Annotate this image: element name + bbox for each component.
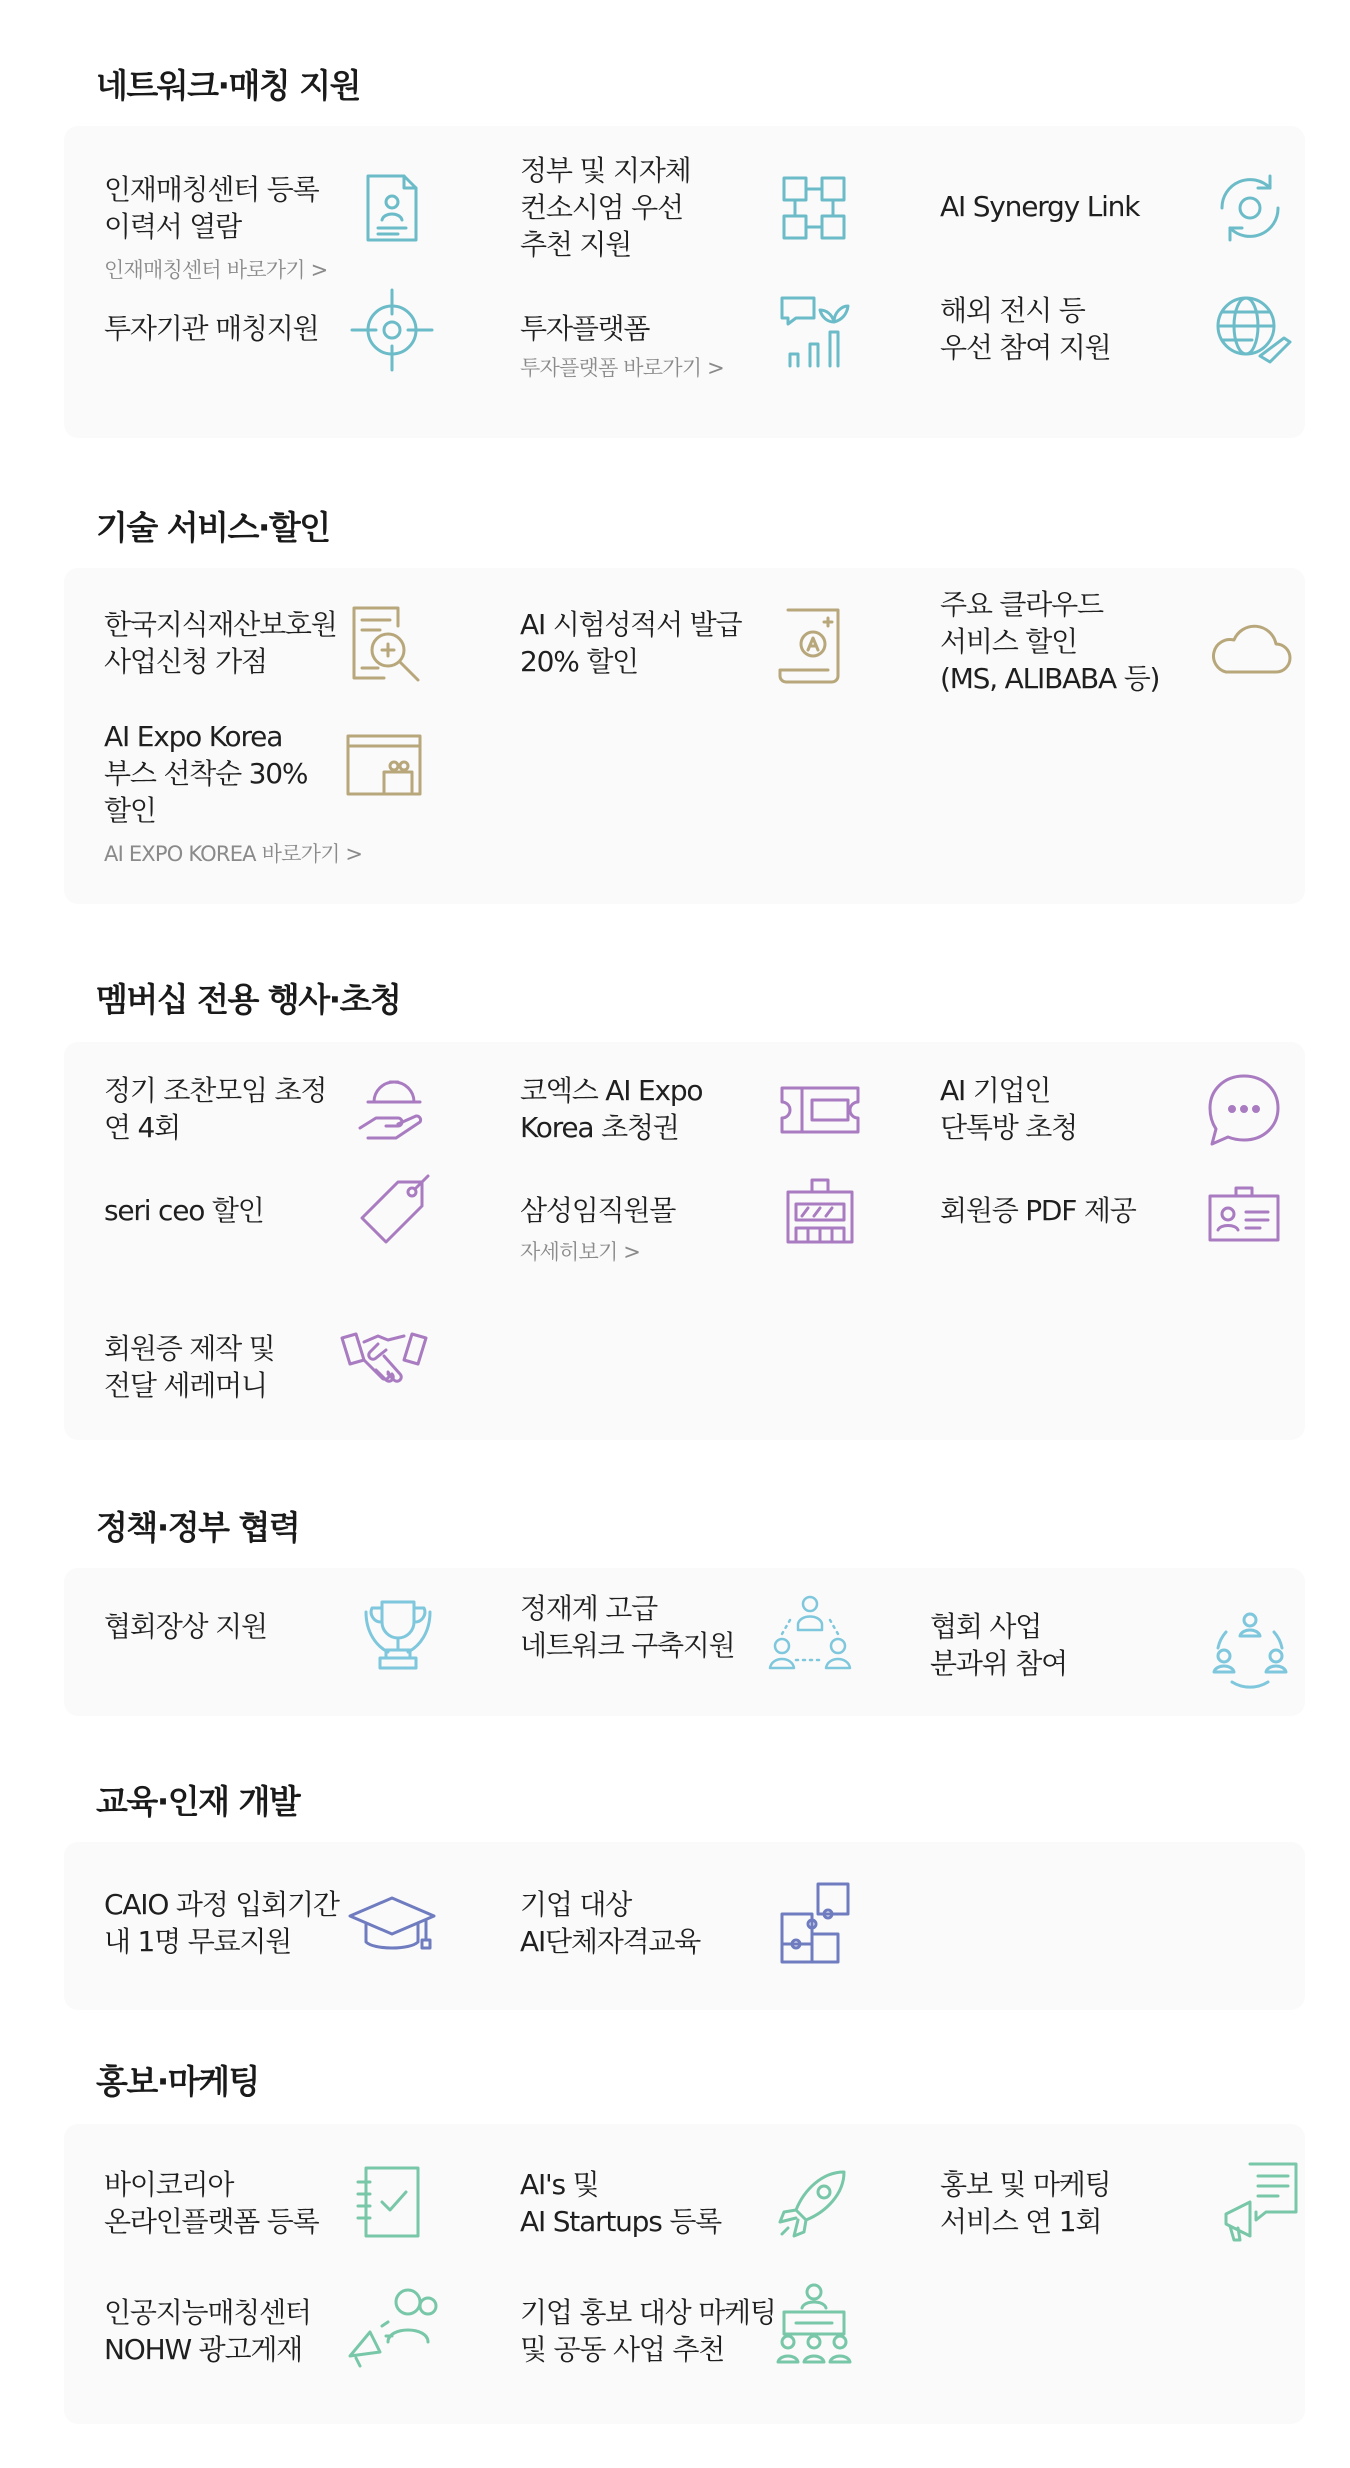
benefit-label: 기업 홍보 대상 마케팅 및 공동 사업 추천 <box>520 2296 776 2366</box>
benefit-item-presidents-award <box>64 1568 464 1716</box>
benefit-label: 회원증 PDF 제공 <box>940 1194 1136 1227</box>
benefit-item-breakfast-meeting <box>64 1042 464 1172</box>
people-network-icon <box>762 1588 858 1684</box>
megaphone-people-icon <box>346 2276 442 2372</box>
puzzle-pieces-icon <box>766 1876 862 1972</box>
benefit-item-elite-network <box>480 1568 880 1716</box>
benefit-label: AI's 및 AI Startups 등록 <box>520 2168 722 2238</box>
serving-hand-icon <box>346 1062 442 1158</box>
benefit-label: 기업 대상 AI단체자격교육 <box>520 1888 701 1958</box>
benefit-item-overseas-expo <box>900 282 1300 438</box>
section-box <box>64 126 1305 438</box>
benefit-label: AI Expo Korea 부스 선착순 30% 할인 <box>104 720 308 827</box>
benefit-label: 정기 조찬모임 초정 연 4회 <box>104 1074 327 1144</box>
price-tag-icon <box>346 1162 442 1258</box>
benefit-item-invest-platform <box>480 282 880 438</box>
benefit-label: 코엑스 AI Expo Korea 초청권 <box>520 1074 703 1144</box>
benefit-item-investor-matching <box>64 282 464 438</box>
talent-center-link[interactable]: 인재매칭센터 바로가기 > <box>104 258 328 282</box>
section-title: 멤버십 전용 행사·초청 <box>96 980 401 1019</box>
benefit-item-ai-startups <box>480 2124 880 2264</box>
growth-chart-icon <box>766 282 862 378</box>
benefit-item-joint-business <box>480 2264 880 2424</box>
benefit-label: 정부 및 지자체 컨소시엄 우선 추천 지원 <box>520 154 691 261</box>
benefit-label: 협회장상 지원 <box>104 1610 267 1643</box>
benefit-item-ai-group-cert <box>480 1842 880 2010</box>
chat-bubble-icon <box>1196 1062 1292 1158</box>
benefit-item-cloud-discount <box>900 568 1300 698</box>
benefit-item-consortium <box>480 126 880 282</box>
section-title: 정책·정부 협력 <box>96 1508 300 1547</box>
benefit-item-coex-invite <box>480 1042 880 1172</box>
benefit-label: 협회 사업 분과위 참여 <box>930 1610 1067 1680</box>
benefit-label: 인공지능매칭센터 NOHW 광고게재 <box>104 2296 311 2366</box>
benefit-item-samsung-mall <box>480 1172 880 1300</box>
cycle-arrows-icon <box>1202 160 1298 256</box>
group-circle-icon <box>1202 1598 1298 1694</box>
cloud-icon <box>1202 602 1298 698</box>
section-title: 기술 서비스·할인 <box>96 508 330 547</box>
benefit-label: 바이코리아 온라인플랫폼 등록 <box>104 2168 319 2238</box>
benefit-label: 홍보 및 마케팅 서비스 연 1회 <box>940 2168 1111 2238</box>
benefit-item-seri-ceo <box>64 1172 464 1300</box>
trophy-icon <box>350 1588 446 1684</box>
storefront-icon <box>772 1162 868 1258</box>
id-card-icon <box>1196 1166 1292 1262</box>
section-box <box>64 1842 1305 2010</box>
section-box <box>64 568 1305 904</box>
ai-expo-korea-link[interactable]: AI EXPO KOREA 바로가기 > <box>104 842 363 866</box>
section-title: 네트워크·매칭 지원 <box>96 66 361 105</box>
benefit-item-nohw-ad <box>64 2264 464 2424</box>
samsung-mall-details-link[interactable]: 자세히보기 > <box>520 1240 641 1264</box>
benefit-label: seri ceo 할인 <box>104 1194 264 1227</box>
benefit-item-marketing-service <box>900 2124 1300 2264</box>
benefit-item-synergy-link <box>900 126 1300 282</box>
section-box <box>64 2124 1305 2424</box>
graduation-cap-icon <box>344 1876 440 1972</box>
benefit-item-ai-test-report <box>480 568 880 698</box>
invest-platform-link[interactable]: 투자플랫폼 바로가기 > <box>520 356 724 380</box>
benefit-label: AI Synergy Link <box>940 190 1140 223</box>
resume-document-icon <box>344 160 440 256</box>
patent-search-icon <box>336 596 432 692</box>
benefit-label: CAIO 과정 입회기간 내 1명 무료지원 <box>104 1888 339 1958</box>
benefit-label: 해외 전시 등 우선 참여 지원 <box>940 294 1111 364</box>
ticket-icon <box>772 1062 868 1158</box>
benefit-label: 한국지식재산보호원 사업신청 가점 <box>104 608 337 678</box>
benefit-label: 투자기관 매칭지원 <box>104 312 319 345</box>
benefit-item-subcommittee <box>890 1568 1290 1716</box>
section-title: 홍보·마케팅 <box>96 2062 259 2101</box>
benefit-item-caio-course <box>64 1842 464 2010</box>
handshake-icon <box>336 1308 432 1404</box>
expo-booth-icon <box>336 716 432 812</box>
rocket-icon <box>766 2154 862 2250</box>
benefit-label: 주요 클라우드 서비스 할인 (MS, ALIBABA 등) <box>940 588 1160 695</box>
puzzle-hands-icon <box>766 160 862 256</box>
benefit-label: 정재계 고급 네트워크 구축지원 <box>520 1592 735 1662</box>
benefit-item-talent-center <box>64 126 464 282</box>
target-crosshair-icon <box>344 282 440 378</box>
benefit-item-ceo-chatroom <box>900 1042 1300 1172</box>
benefit-label: 삼성임직원몰 <box>520 1194 676 1227</box>
benefit-label: 투자플랫폼 <box>520 312 650 345</box>
presentation-team-icon <box>766 2276 862 2372</box>
benefit-item-buykorea <box>64 2124 464 2264</box>
benefit-item-ip-protection <box>64 568 464 698</box>
certificate-scroll-icon <box>766 596 862 692</box>
benefit-item-membership-ceremony <box>64 1300 464 1440</box>
globe-airplane-icon <box>1202 282 1298 378</box>
section-title: 교육·인재 개발 <box>96 1782 300 1821</box>
checklist-icon <box>344 2154 440 2250</box>
benefit-label: AI 시험성적서 발급 20% 할인 <box>520 608 742 678</box>
section-box <box>64 1042 1305 1440</box>
benefit-item-member-card-pdf <box>900 1172 1300 1300</box>
benefit-item-expo-booth <box>64 698 464 904</box>
megaphone-document-icon <box>1216 2154 1312 2250</box>
benefit-label: AI 기업인 단톡방 초청 <box>940 1074 1077 1144</box>
section-box <box>64 1568 1305 1716</box>
benefit-label: 회원증 제작 및 전달 세레머니 <box>104 1332 275 1402</box>
benefit-label: 인재매칭센터 등록 이력서 열람 <box>104 173 319 243</box>
